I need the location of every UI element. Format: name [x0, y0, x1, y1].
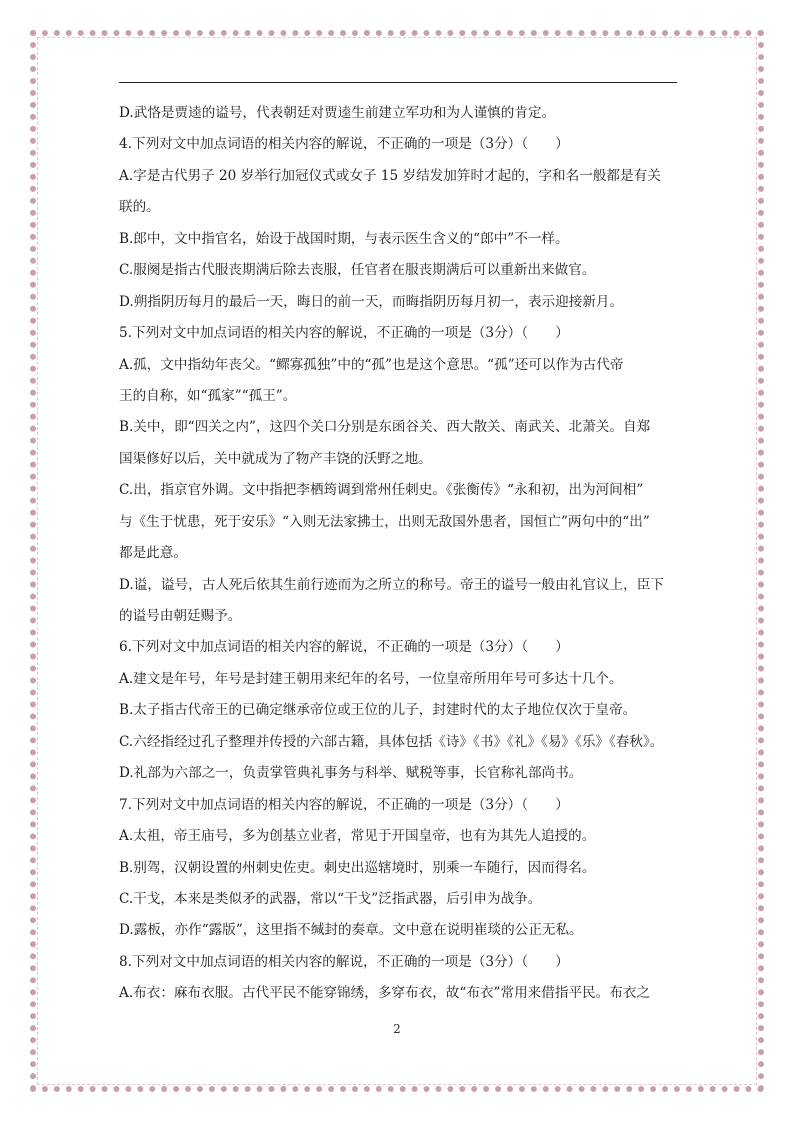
text-line: A.建文是年号，年号是封建王朝用来纪年的名号，一位皇帝所用年号可多达十几个。 — [119, 670, 623, 687]
text-line: D.武恪是贾逵的谥号，代表朝廷对贾逵生前建立军功和为人谨慎的肯定。 — [119, 105, 556, 121]
text-line: D.朔指阴历每月的最后一天，晦日的前一天，而晦指阴历每月初一，表示迎接新月。 — [119, 293, 624, 310]
text-line: C.服阕是指古代服丧期满后除去丧服，任官者在服丧期满后可以重新出来做官。 — [119, 262, 596, 279]
page-number: 2 — [393, 1022, 401, 1036]
question-stem: 4.下列对文中加点词语的相关内容的解说，不正确的一项是（3分）（ ） — [119, 136, 569, 153]
question-stem: 7.下列对文中加点词语的相关内容的解说，不正确的一项是（3分）（ ） — [119, 796, 569, 813]
text-line: C.出，指京官外调。文中指把李栖筠调到常州任刺史。《张衡传》“永和初，出为河间相” — [119, 482, 644, 499]
text-line: 国渠修好以后，关中就成为了物产丰饶的沃野之地。 — [119, 450, 432, 467]
text-line: A.孤，文中指幼年丧父。“鳏寡孤独”中的“孤”也是这个意思。“孤”还可以作为古代帝 — [119, 356, 624, 373]
text-line: 的谥号由朝廷赐予。 — [119, 608, 242, 624]
text-line: A.布衣：麻布衣服。古代平民不能穿锦绣，多穿布衣，故“布衣”常用来借指平民。布衣之 — [119, 985, 651, 1002]
text-line: 都是此意。 — [119, 545, 187, 562]
text-line: D.礼部为六部之一，负责掌管典礼事务与科举、赋税等事，长官称礼部尚书。 — [119, 765, 583, 782]
question-stem: 6.下列对文中加点词语的相关内容的解说，不正确的一项是（3分）（ ） — [119, 639, 569, 656]
text-line: A.字是古代男子 20 岁举行加冠仪式或女子 15 岁结发加笄时才起的，字和名一般都是有关 — [119, 167, 661, 184]
text-line: D.谥，谥号，古人死后依其生前行迹而为之所立的称号。帝王的谥号一般由礼官议上，臣下 — [119, 576, 664, 593]
text-line: B.别驾，汉朝设置的州刺史佐吏。刺史出巡辖境时，别乘一车随行，因而得名。 — [119, 859, 596, 876]
question-stem: 5.下列对文中加点词语的相关内容的解说，不正确的一项是（3分）（ ） — [119, 325, 569, 342]
question-stem: 8.下列对文中加点词语的相关内容的解说，不正确的一项是（3分）（ ） — [119, 953, 569, 970]
text-line: B.关中，即“四关之内”，这四个关口分别是东函谷关、西大散关、南武关、北萧关。自郑 — [119, 419, 651, 436]
text-line: 王的自称，如“孤家”“孤王”。 — [119, 387, 297, 404]
text-line: C.干戈，本来是类似矛的武器，常以“干戈”泛指武器，后引申为战争。 — [119, 890, 542, 907]
page-content — [119, 98, 679, 1010]
text-line: B.太子指古代帝王的已确定继承帝位或王位的儿子，封建时代的太子地位仅次于皇帝。 — [119, 702, 637, 719]
header-rule — [119, 82, 677, 83]
text-line: B.郎中，文中指官名，始设于战国时期，与表示医生含义的“郎中”不一样。 — [119, 230, 569, 247]
text-line: 联的。 — [119, 199, 160, 216]
text-line: A.太祖，帝王庙号，多为创基立业者，常见于开国皇帝，也有为其先人追授的。 — [119, 828, 596, 845]
text-line: D.露板，亦作“露版”，这里指不缄封的奏章。文中意在说明崔琰的公正无私。 — [119, 922, 583, 939]
text-line: C.六经指经过孔子整理并传授的六部古籍，具体包括《诗》《书》《礼》《易》《乐》《春秋》。 — [119, 733, 664, 750]
text-line: 与《生于忧患，死于安乐》“入则无法家拂士，出则无敌国外患者，国恒亡”两句中的“出” — [119, 513, 650, 530]
